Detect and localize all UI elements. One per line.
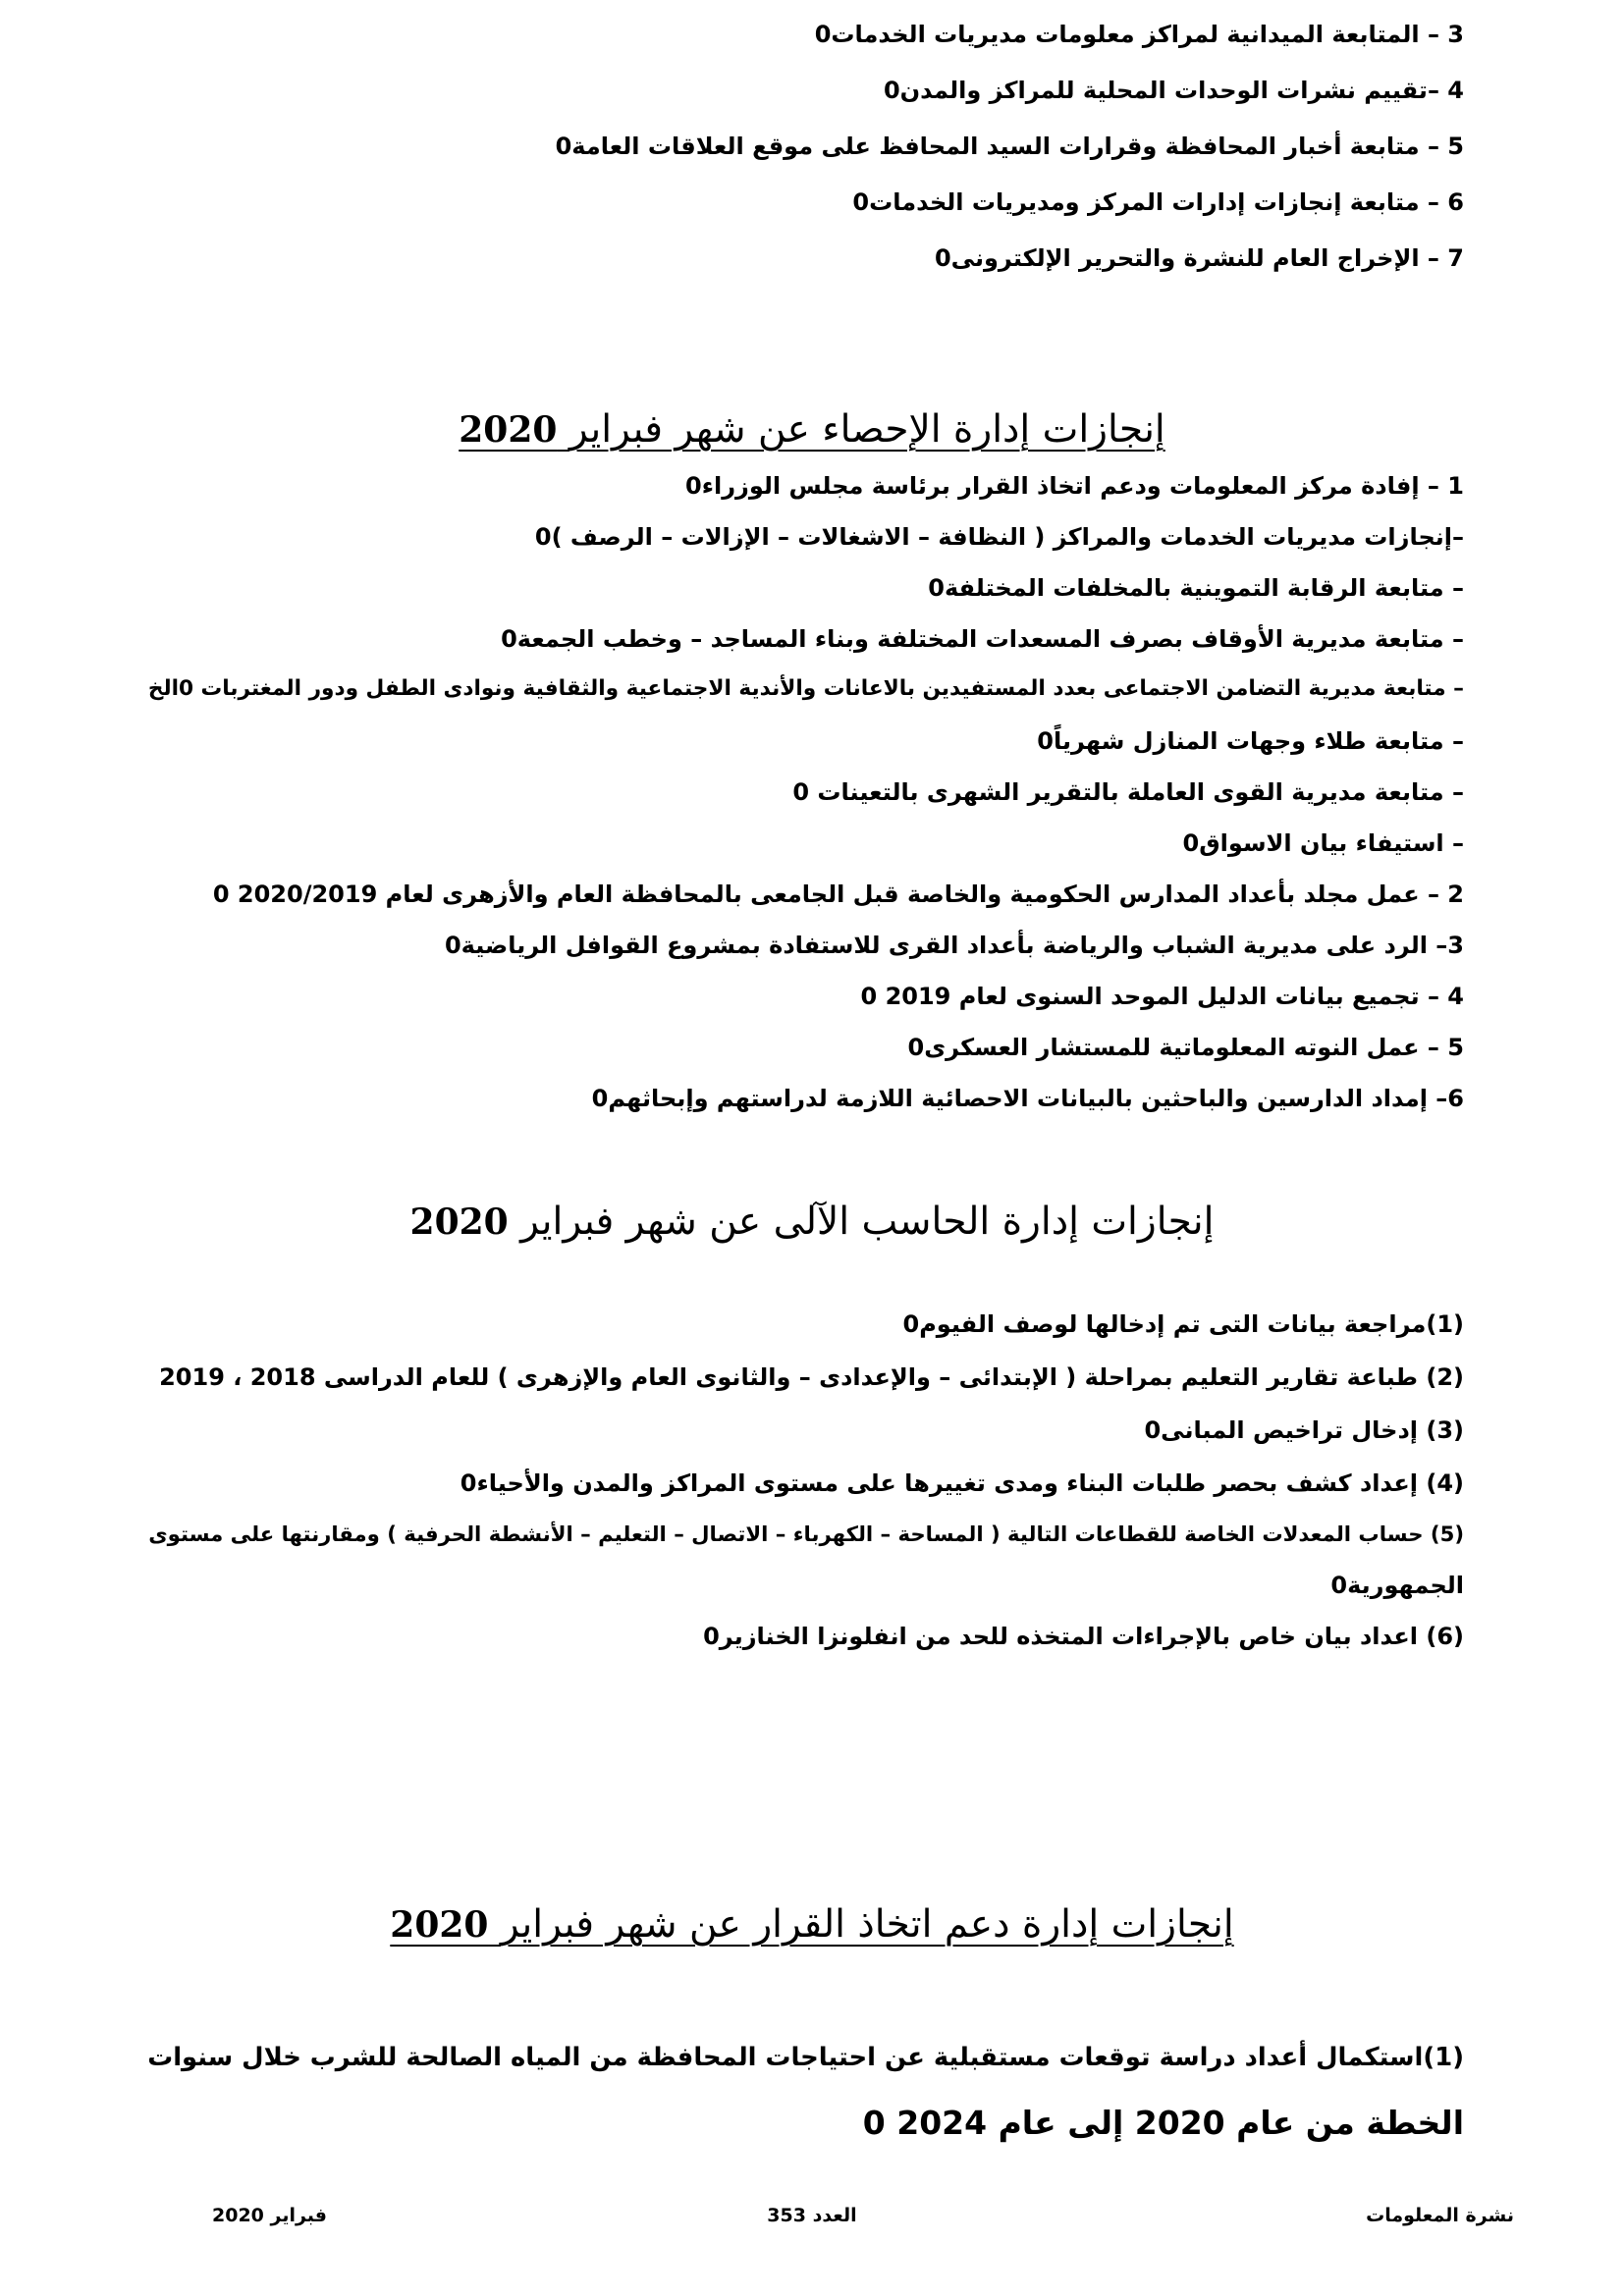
list-item: 4 – تجميع بيانات الدليل الموحد السنوى لعام 2019 0: [860, 983, 1464, 1010]
section-title-decision-support: [0, 1902, 1624, 1947]
footer-issue: العدد 353: [767, 2205, 857, 2226]
section-title-statistics: [0, 407, 1624, 452]
list-item: 4 –تقييم نشرات الوحدات المحلية للمراكز والمدن0: [883, 77, 1464, 104]
section-title-year: 2020: [390, 1904, 489, 1946]
list-item: (6) اعداد بيان خاص بالإجراءات المتخذه للحد من انفلونزا الخنازير0: [703, 1623, 1464, 1650]
list-item: – متابعة مديرية الأوقاف بصرف المسعدات المختلفة وبناء المساجد – وخطب الجمعة0: [501, 625, 1464, 653]
list-item: – متابعة طلاء وجهات المنازل شهرياً0: [1037, 727, 1464, 755]
list-item: (4) إعداد كشف بحصر طلبات البناء ومدى تغييرها على مستوى المراكز والمدن والأحياء0: [460, 1469, 1464, 1497]
list-item: – استيفاء بيان الاسواق0: [1182, 829, 1464, 857]
list-item: –إنجازات مديريات الخدمات والمراكز ( النظافة – الاشغالات – الإزالات – الرصف )0: [534, 523, 1464, 551]
list-item: (3) إدخال تراخيص المبانى0: [1144, 1416, 1464, 1444]
list-item: 3– الرد على مديرية الشباب والرياضة بأعداد القرى للاستفادة بمشروع القوافل الرياضية0: [444, 932, 1464, 959]
footer-date: فبراير 2020: [212, 2205, 327, 2226]
list-item: (5) حساب المعدلات الخاصة للقطاعات التالية ( المساحة – الكهرباء – الاتصال – التعليم – الأنشطة الحرفية ) ومقارنتها على مستوى: [148, 1522, 1464, 1546]
list-item: 1 – إفادة مركز المعلومات ودعم اتخاذ القرار برئاسة مجلس الوزراء0: [685, 472, 1464, 500]
section-title-computer: [0, 1200, 1624, 1244]
footer-publication: نشرة المعلومات: [1366, 2205, 1514, 2226]
list-item: 5 – عمل النوته المعلوماتية للمستشار العسكرى0: [907, 1034, 1464, 1061]
list-item: – متابعة مديرية القوى العاملة بالتقرير الشهرى بالتعينات 0: [792, 778, 1464, 806]
list-item: – متابعة الرقابة التموينية بالمخلفات المختلفة0: [928, 574, 1464, 602]
list-item: 3 – المتابعة الميدانية لمراكز معلومات مديريات الخدمات0: [814, 21, 1464, 48]
section-title-text: إنجازات إدارة الإحصاء عن شهر فبراير: [568, 407, 1165, 452]
list-item: 5 – متابعة أخبار المحافظة وقرارات السيد المحافظ على موقع العلاقات العامة0: [555, 133, 1464, 160]
list-item: 2 – عمل مجلد بأعداد المدارس الحكومية والخاصة قبل الجامعى بالمحافظة العام والأزهرى لعام 2020/2019 0: [212, 881, 1464, 908]
section-title-text: إنجازات إدارة الحاسب الآلى عن شهر فبراير: [520, 1200, 1215, 1244]
list-item: (2) طباعة تقارير التعليم بمراحلة ( الإبتدائى – والإعدادى – والثانوى العام والإزهرى ) للعام الدراسى 2018 ، 2019: [159, 1363, 1464, 1391]
list-item: الجمهورية0: [1330, 1572, 1464, 1599]
list-item: الخطة من عام 2020 إلى عام 2024 0: [862, 2104, 1464, 2142]
list-item: 6– إمداد الدارسين والباحثين بالبيانات الاحصائية اللازمة لدراستهم وإبحاثهم0: [591, 1085, 1464, 1112]
section-title-year: 2020: [459, 409, 558, 451]
list-item: 7 – الإخراج العام للنشرة والتحرير الإلكترونى0: [934, 244, 1464, 272]
section-title-year: 2020: [409, 1201, 509, 1243]
list-item: (1)استكمال أعداد دراسة توقعات مستقبلية عن احتياجات المحافظة من المياه الصالحة للشرب خلال سنوات: [147, 2043, 1464, 2072]
list-item: – متابعة مديرية التضامن الاجتماعى بعدد المستفيدين بالاعانات والأندية الاجتماعية والثقافية ونوادى الطفل ودور المغتربات 0الخ: [147, 676, 1464, 701]
section-title-text: إنجازات إدارة دعم اتخاذ القرار عن شهر فبراير: [500, 1902, 1234, 1947]
list-item: (1)مراجعة بيانات التى تم إدخالها لوصف الفيوم0: [902, 1310, 1464, 1338]
list-item: 6 – متابعة إنجازات إدارات المركز ومديريات الخدمات0: [852, 188, 1464, 216]
